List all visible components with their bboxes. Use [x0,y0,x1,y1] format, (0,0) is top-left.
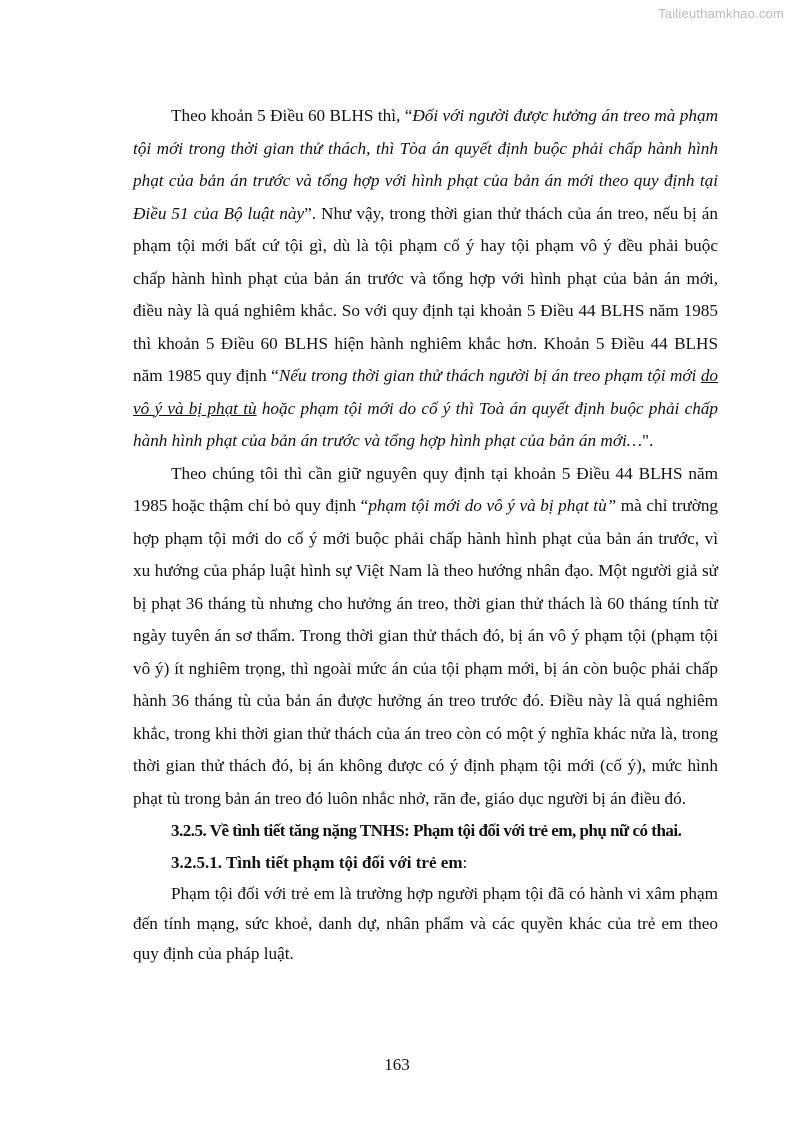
p2-text-2: mà chỉ trường hợp phạm tội mới do cố ý mới buộc phải chấp hành hình phạt của bản án trước, vì xu hướng của pháp luật hình sự Việt Nam là theo hướng nhân đạo. Một người giả sử bị phạt 36 tháng tù nhưng cho hưởng án treo, thời gian thử thách là 60 tháng tính từ ngày tuyên án sơ thẩm. Trong thời gian thử thách đó, bị án vô ý phạm tội (phạm tội vô ý) ít nghiêm trọng, thì ngoài mức án của tội phạm mới, bị án còn buộc phải chấp hành 36 tháng tù của bản án được hưởng án treo trước đó. Điều này là quá nghiêm khắc, trong khi thời gian thử thách của án treo còn có một ý nghĩa khác nửa là, trong thời gian thử thách đó, bị án không được có ý định phạm tội mới (cố ý), mức hình phạt tù trong bản án treo đó luôn nhắc nhở, răn đe, giáo dục người bị án điều đó. [133,496,719,808]
p2-text-1: Theo chúng tôi thì cần giữ nguyên quy định tại khoản 5 Điều 44 BLHS năm 1985 hoặc thậm chí bỏ quy định “ [133,463,718,515]
p1-quote-2: Nếu trong thời gian thử thách người bị án treo phạm tội mới [278,366,701,385]
p2-quote-1: phạm tội mới do vô ý và bị phạt tù” [368,496,617,515]
section-heading-3-2-5-1 [133,847,718,879]
watermark: Tailieuthamkhao.com [658,6,784,21]
heading-3-2-5-1-colon: : [462,853,468,872]
p1-quote-3: hoặc phạm tội mới do cố ý thì Toà án quyết định buộc phải chấp hành hình phạt của bản án trước và tổng hợp hình phạt của bản án mới… [133,398,718,450]
p1-quote-underlined: do vô ý và bị phạt tù [133,366,718,418]
paragraph-3: Phạm tội đối với trẻ em là trường hợp người phạm tội đã có hành vi xâm phạm đến tính mạng, sức khoẻ, danh dự, nhân phẩm và các quyền khác của trẻ em theo quy định của pháp luật. [133,884,718,963]
paragraph-2 [133,458,718,816]
p1-quote-1: Đối với người được hưởng án treo mà phạm tội mới trong thời gian thử thách, thì Tòa án quyết định buộc phải chấp hành hình phạt của bản án trước và tổng hợp với hình phạt của bản án mới theo quy định tại Điều 51 của Bộ luật này [133,106,719,223]
p1-text-1: Theo khoản 5 Điều 60 BLHS thì, “ [171,106,413,125]
heading-3-2-5-1-text: 3.2.5.1. Tình tiết phạm tội đối với trẻ em [171,853,463,872]
page-content [133,100,718,969]
p1-text-3: ". [642,431,654,450]
paragraph-1 [133,100,718,458]
section-heading-3-2-5: 3.2.5. Về tình tiết tăng nặng TNHS: Phạm tội đối với trẻ em, phụ nữ có thai. [171,821,682,840]
p1-text-2: ”. Như vậy, trong thời gian thử thách của án treo, nếu bị án phạm tội mới bất cứ tội gì, dù là tội phạm cố ý hay tội phạm vô ý đều phải buộc chấp hành hình phạt của bản án trước và tổng hợp với hình phạt của bản án mới, điều này là quá nghiêm khắc. So với quy định tại khoản 5 Điều 44 BLHS năm 1985 thì khoản 5 Điều 60 BLHS hiện hành nghiêm khắc hơn. Khoản 5 Điều 44 BLHS năm 1985 quy định “ [133,203,718,385]
page-number: 163 [384,1055,410,1074]
